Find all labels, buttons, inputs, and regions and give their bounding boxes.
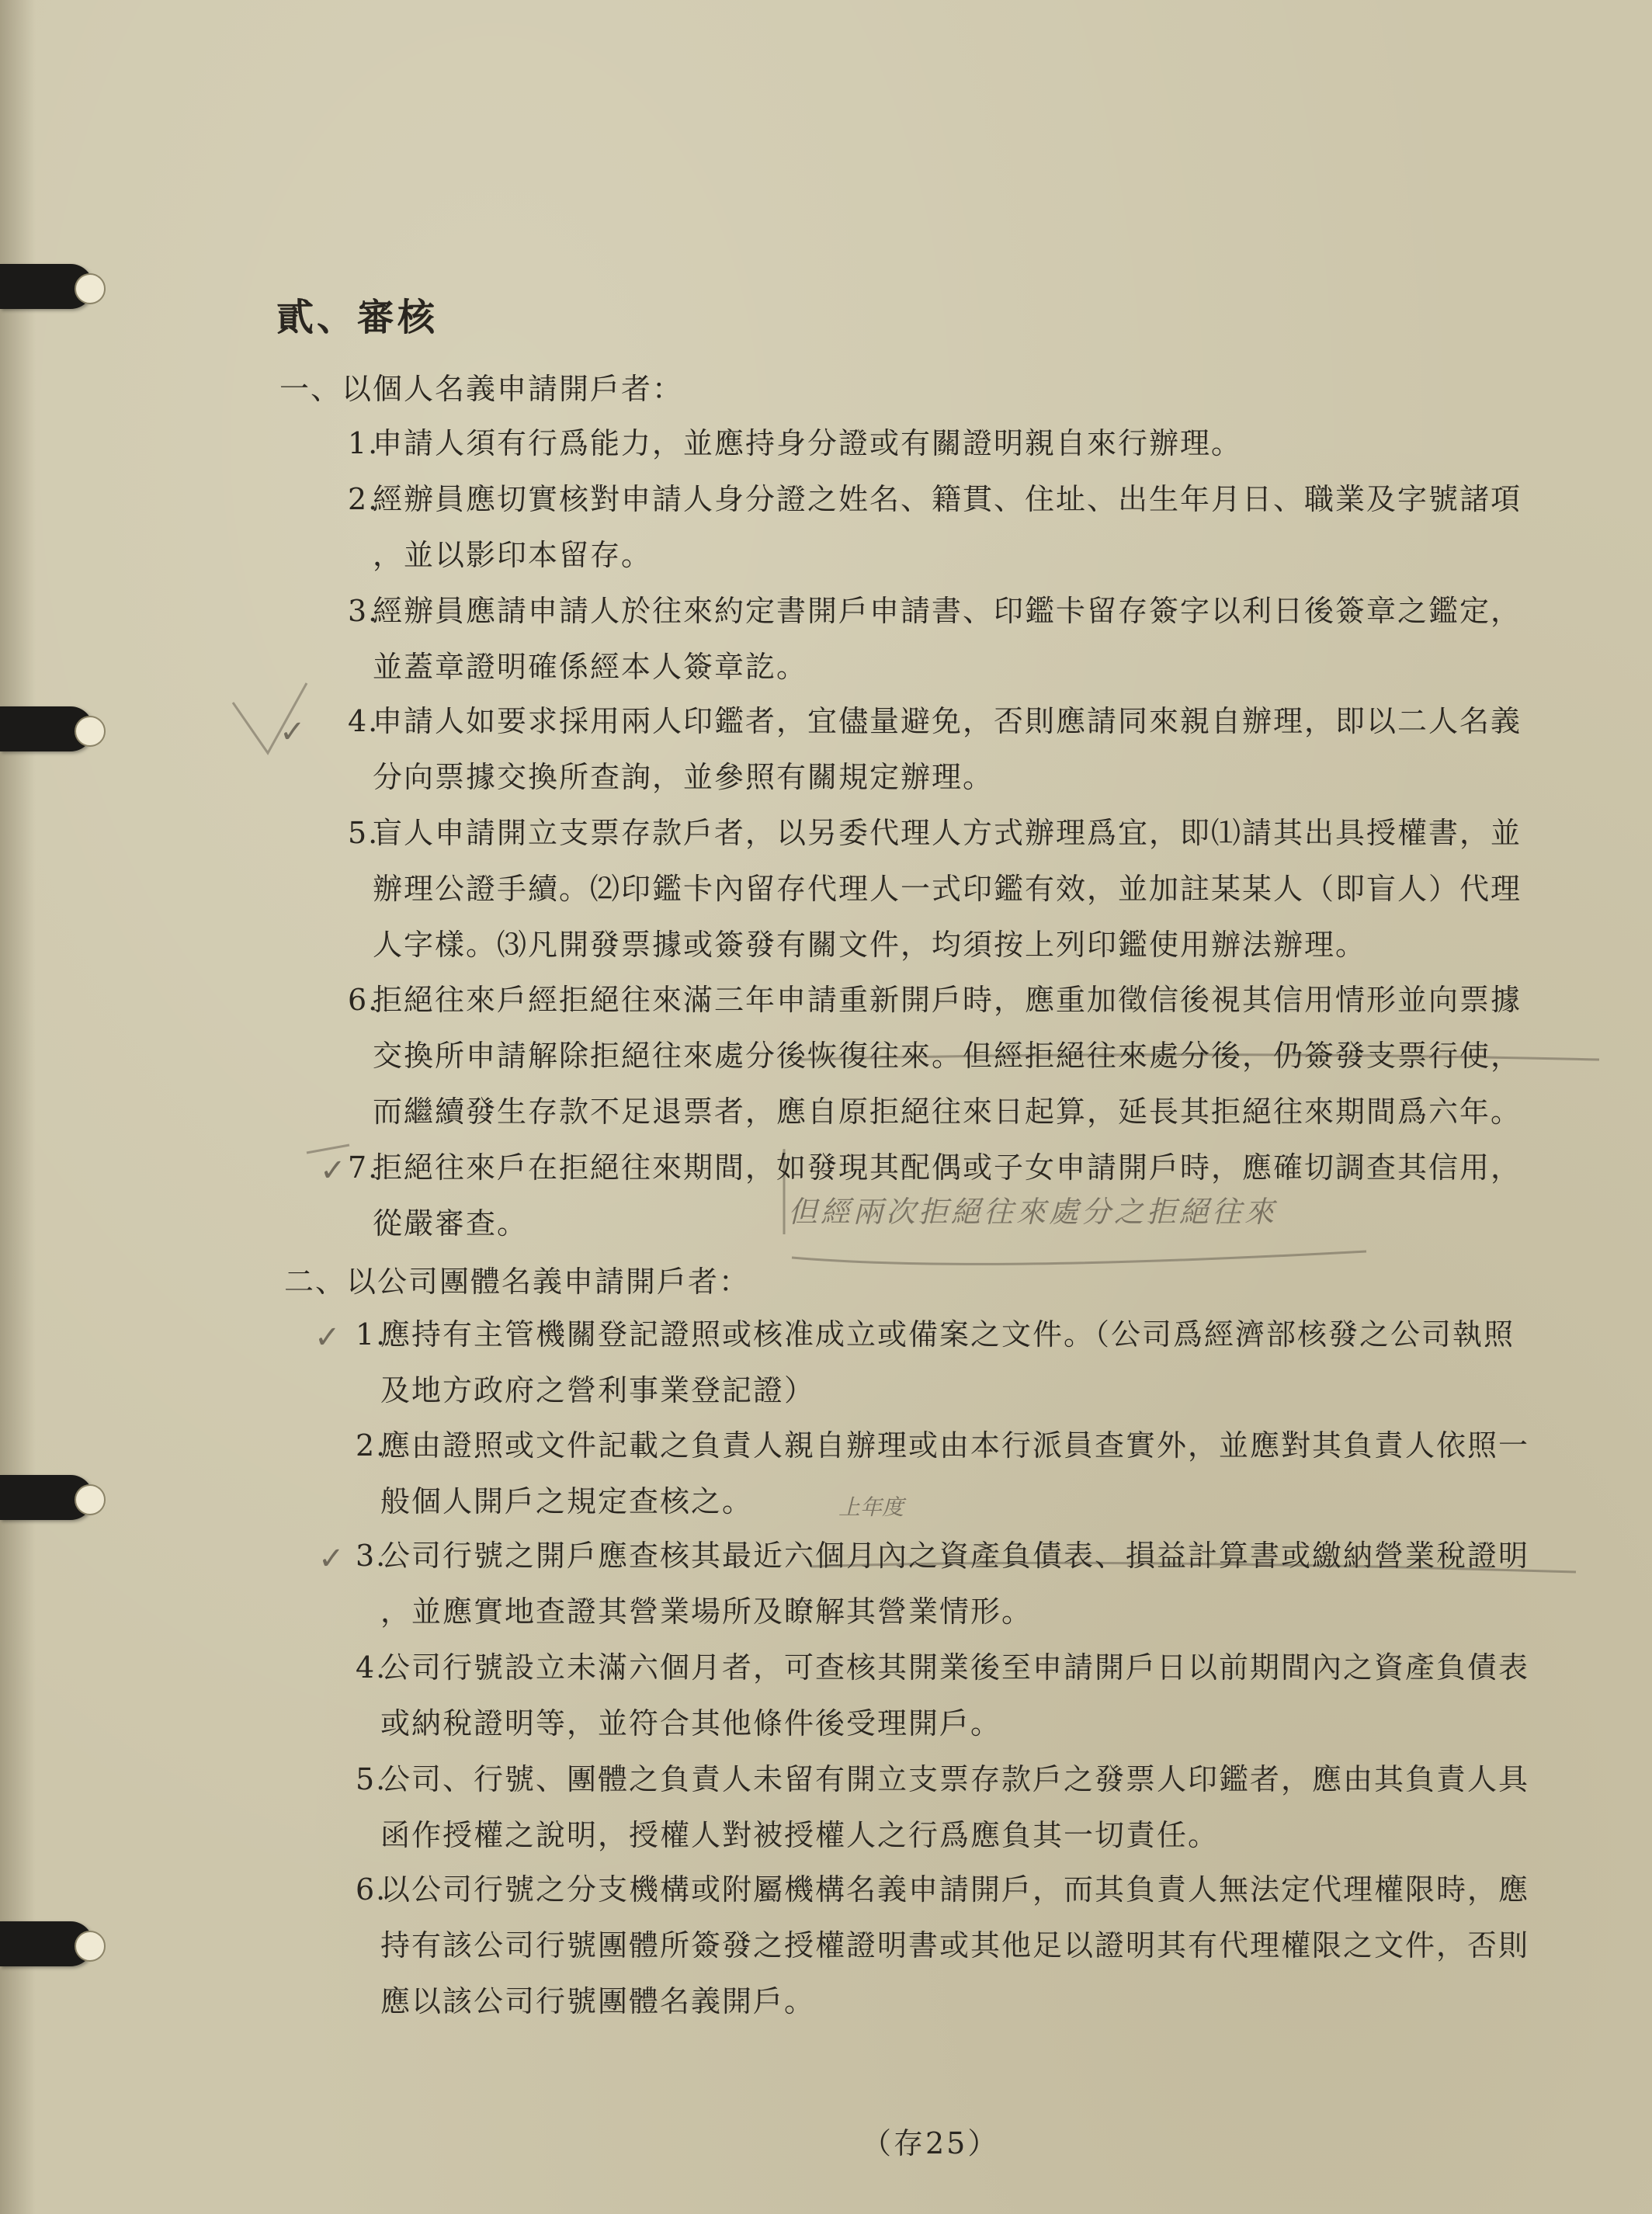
- item-text: 盲人申請開立支票存款戶者，以另委代理人方式辦理爲宜，即⑴請其出具授權書，並: [373, 816, 1522, 850]
- list-item: [348, 583, 1522, 695]
- list-item: [356, 1307, 1515, 1418]
- item-text: 公司行號之開戶應查核其最近六個月內之資產負債表、損益計算書或繳納營業稅證明: [380, 1539, 1530, 1573]
- list-item: [356, 1751, 1529, 1863]
- item-text: 分向票據交換所查詢，並參照有關規定辦理。: [373, 760, 994, 794]
- item-text: ，並應實地查證其營業場所及瞭解其營業情形。: [380, 1595, 1033, 1629]
- list-item: [356, 1862, 1529, 2029]
- item-text: 應以該公司行號團體名義開戶。: [380, 1984, 816, 2018]
- item-number: 1.: [348, 426, 380, 460]
- item-text: 應由證照或文件記載之負責人親自辦理或由本行派員查實外，並應對其負責人依照一: [380, 1428, 1530, 1463]
- item-text: 及地方政府之營利事業登記證）: [380, 1373, 816, 1407]
- item-text: 從嚴審查。: [373, 1206, 529, 1241]
- item-text: 般個人開戶之規定查核之。: [380, 1484, 754, 1518]
- item-text: 經辦員應請申請人於往來約定書開戶申請書、印鑑卡留存簽字以利日後簽章之鑑定，: [373, 594, 1522, 628]
- item-number: 4.: [356, 1650, 387, 1685]
- item-text: 拒絕往來戶經拒絕往來滿三年申請重新開戶時，應重加徵信後視其信用情形並向票據: [373, 983, 1522, 1017]
- item-text: 函作授權之說明，授權人對被授權人之行爲應負其一切責任。: [380, 1818, 1220, 1852]
- check-mark-icon: ✓: [320, 1153, 346, 1189]
- list-item: [348, 693, 1522, 805]
- item-text: 申請人須有行爲能力，並應持身分證或有關證明親自來行辦理。: [373, 426, 1243, 460]
- item-number: 2.: [348, 482, 380, 516]
- item-number: 3.: [348, 594, 380, 628]
- item-text: 而繼續發生存款不足退票者，應自原拒絕往來日起算，延長其拒絕往來期間爲六年。: [373, 1095, 1522, 1129]
- item-text: 應持有主管機關登記證照或核准成立或備案之文件。（公司爲經濟部核發之公司執照: [380, 1317, 1515, 1352]
- item-number: 7.: [348, 1150, 380, 1185]
- check-mark-icon: ✓: [314, 1320, 341, 1355]
- item-text: 經辦員應切實核對申請人身分證之姓名、籍貫、住址、出生年月日、職業及字號諸項: [373, 482, 1522, 516]
- list-item: [348, 415, 1242, 471]
- handwritten-note: 上年度: [838, 1494, 904, 1520]
- item-number: 1.: [356, 1317, 387, 1352]
- document-title: 貳、審核: [276, 296, 439, 339]
- item-text: ，並以影印本留存。: [373, 538, 653, 572]
- item-text: 以公司行號之分支機構或附屬機構名義申請開戶，而其負責人無法定代理權限時，應: [380, 1872, 1530, 1907]
- section-heading-2: 二、以公司團體名義申請開戶者：: [284, 1265, 751, 1299]
- item-number: 6.: [348, 983, 380, 1017]
- item-number: 2.: [356, 1428, 387, 1463]
- item-text: 持有該公司行號團體所簽發之授權證明書或其他足以證明其有代理權限之文件，否則: [380, 1928, 1530, 1962]
- item-text: 交換所申請解除拒絕往來處分後恢復往來。但經拒絕往來處分後，仍簽發支票行使，: [373, 1039, 1522, 1073]
- item-number: 5.: [356, 1762, 387, 1796]
- item-text: 申請人如要求採用兩人印鑑者，宜儘量避免，否則應請同來親自辦理，即以二人名義: [373, 704, 1522, 738]
- list-item: [348, 805, 1522, 973]
- item-text: 人字樣。⑶凡開發票據或簽發有關文件，均須按上列印鑑使用辦法辦理。: [373, 928, 1367, 962]
- item-text: 公司行號設立未滿六個月者，可查核其開業後至申請開戶日以前期間內之資產負債表: [380, 1650, 1530, 1685]
- list-item: [356, 1640, 1529, 1751]
- section-heading-1: 一、以個人名義申請開戶者：: [279, 372, 684, 406]
- item-text: 拒絕往來戶在拒絕往來期間，如發現其配偶或子女申請開戶時，應確切調查其信用，: [373, 1150, 1522, 1185]
- page-number: （存25）: [862, 2126, 1000, 2160]
- list-item: [348, 471, 1522, 583]
- item-text: 辦理公證手續。⑵印鑑卡內留存代理人一式印鑑有效，並加註某某人（即盲人）代理: [373, 872, 1522, 906]
- item-number: 3.: [356, 1539, 387, 1573]
- check-mark-icon: ✓: [279, 714, 306, 750]
- item-text: 或納稅證明等，並符合其他條件後受理開戶。: [380, 1706, 1002, 1740]
- list-item: [348, 972, 1522, 1140]
- item-number: 4.: [348, 704, 380, 738]
- item-text: 公司、行號、團體之負責人未留有開立支票存款戶之發票人印鑑者，應由其負責人具: [380, 1762, 1530, 1796]
- list-item: [356, 1528, 1529, 1640]
- item-number: 6.: [356, 1872, 387, 1907]
- item-number: 5.: [348, 816, 380, 850]
- item-text: 並蓋章證明確係經本人簽章訖。: [373, 650, 808, 684]
- check-mark-icon: ✓: [318, 1541, 345, 1577]
- list-item: [356, 1418, 1529, 1529]
- handwritten-note: 但經兩次拒絕往來處分之拒絕往來: [788, 1195, 1278, 1229]
